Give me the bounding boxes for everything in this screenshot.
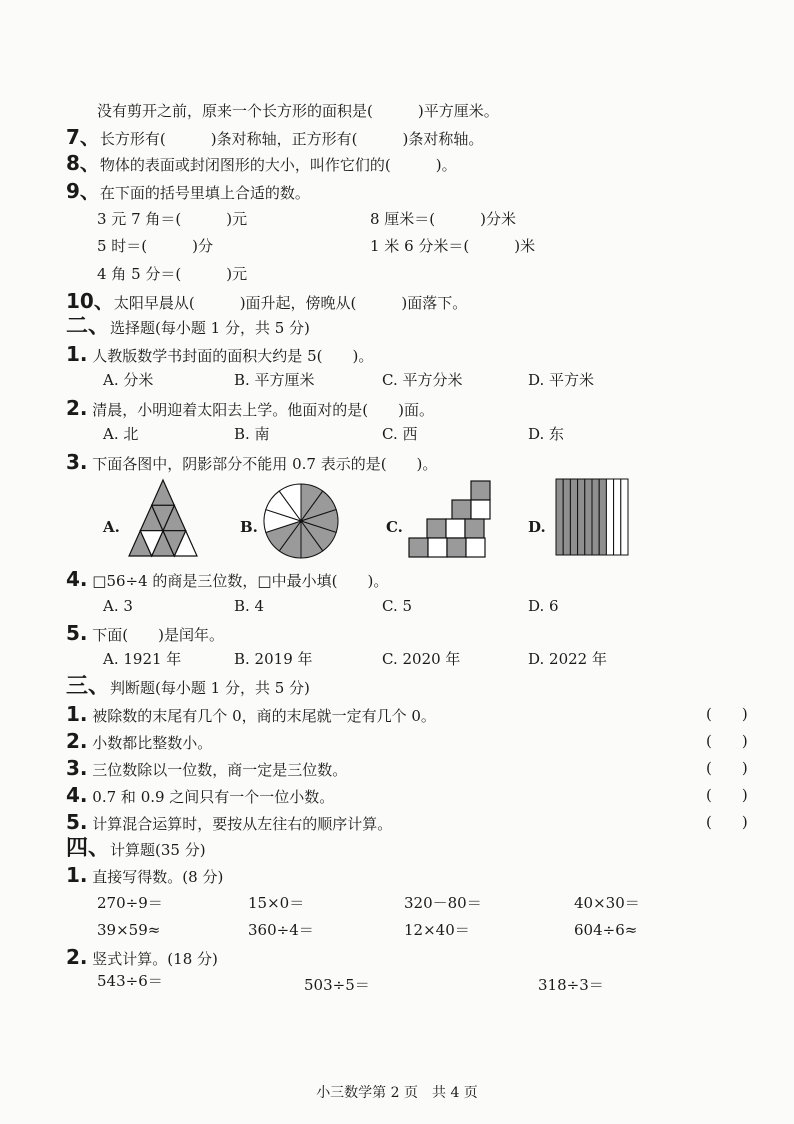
- calc-item: 360÷4＝: [248, 921, 314, 939]
- calc-item: 40×30＝: [574, 894, 640, 912]
- question-text: 在下面的括号里填上合适的数。: [99, 184, 310, 202]
- option-c: C.: [386, 518, 403, 536]
- section-title: 计算题(35 分): [110, 841, 206, 859]
- triangle-figure: [128, 478, 198, 558]
- answer-parens[interactable]: ( ): [706, 732, 748, 750]
- circle-figure: [262, 482, 340, 560]
- calc-question: [66, 864, 223, 888]
- choice-question: [66, 343, 373, 367]
- judge-item: [66, 810, 748, 835]
- question-text: 物体的表面或封闭图形的大小，叫作它们的( )。: [99, 156, 457, 174]
- section-number: 二、: [66, 314, 111, 339]
- question-number: 4.: [66, 783, 88, 807]
- question-number: 1.: [66, 702, 88, 726]
- question-text: 直接写得数。(8 分): [92, 868, 224, 886]
- question-number: 9、: [66, 179, 100, 203]
- question-number: 3.: [66, 756, 88, 780]
- question-number: 4.: [66, 567, 88, 591]
- judge-item: [66, 729, 748, 754]
- judge-item: [66, 783, 748, 808]
- choice-question: [66, 451, 437, 475]
- question-text: 竖式计算。(18 分): [92, 950, 218, 968]
- question-7: [66, 126, 483, 150]
- q6-continuation: 没有剪开之前，原来一个长方形的面积是( )平方厘米。: [97, 102, 499, 120]
- option-a: A. 分米: [103, 371, 154, 389]
- stripe-column: [606, 479, 613, 555]
- question-number: 5.: [66, 810, 88, 834]
- answer-parens[interactable]: ( ): [706, 705, 748, 723]
- question-8: [66, 152, 457, 176]
- question-text: 太阳早晨从( )面升起，傍晚从( )面落下。: [113, 294, 468, 312]
- calc-item: 604÷6≈: [574, 921, 638, 939]
- answer-parens[interactable]: ( ): [706, 813, 748, 831]
- question-text: 被除数的末尾有几个 0，商的末尾就一定有几个 0。: [92, 707, 436, 725]
- q9-item: 3 元 7 角＝( )元: [97, 210, 248, 228]
- calc-item: 12×40＝: [404, 921, 470, 939]
- calc-item: 270÷9＝: [97, 894, 163, 912]
- answer-parens[interactable]: ( ): [706, 759, 748, 777]
- option-b: B. 平方厘米: [234, 371, 315, 389]
- stripe-column: [585, 479, 592, 555]
- question-number: 7、: [66, 125, 100, 149]
- option-a: A.: [103, 518, 120, 536]
- option-c: C. 2020 年: [382, 650, 461, 668]
- section-title: 选择题(每小题 1 分，共 5 分): [110, 319, 310, 337]
- calc-item: 543÷6＝: [97, 972, 163, 990]
- q9-item: 1 米 6 分米＝( )米: [370, 237, 536, 255]
- question-text: 人教版数学书封面的面积大约是 5( )。: [92, 347, 374, 365]
- option-c: C. 西: [382, 425, 418, 443]
- question-text: 清晨，小明迎着太阳去上学。他面对的是( )面。: [92, 401, 435, 419]
- page-footer: 小三数学第 2 页 共 4 页: [316, 1085, 478, 1101]
- choice-question: [66, 568, 388, 592]
- question-text: 小数都比整数小。: [92, 734, 213, 752]
- q9-item: 4 角 5 分＝( )元: [97, 265, 248, 283]
- stripe-column: [592, 479, 599, 555]
- question-number: 2.: [66, 396, 88, 420]
- option-d: D. 2022 年: [528, 650, 607, 668]
- option-c: C. 平方分米: [382, 371, 463, 389]
- calc-question: [66, 946, 218, 970]
- calc-item: 320－80＝: [404, 894, 482, 912]
- option-d: D. 平方米: [528, 371, 595, 389]
- question-9: [66, 180, 310, 204]
- question-number: 8、: [66, 151, 100, 175]
- q9-item: 8 厘米＝( )分米: [370, 210, 517, 228]
- question-number: 10、: [66, 289, 114, 313]
- calc-item: 15×0＝: [248, 894, 305, 912]
- question-number: 1.: [66, 863, 88, 887]
- question-number: 2.: [66, 729, 88, 753]
- calc-item: 503÷5＝: [304, 976, 370, 994]
- calc-item: 39×59≈: [97, 921, 161, 939]
- judge-item: [66, 756, 748, 781]
- stripe-column: [563, 479, 570, 555]
- judge-item: [66, 702, 748, 727]
- option-b: B. 2019 年: [234, 650, 313, 668]
- option-b: B.: [240, 518, 258, 536]
- option-d: D. 6: [528, 597, 559, 615]
- calc-item: 318÷3＝: [538, 976, 604, 994]
- question-text: 长方形有( )条对称轴，正方形有( )条对称轴。: [99, 130, 484, 148]
- question-number: 5.: [66, 621, 88, 645]
- section-number: 三、: [66, 674, 111, 699]
- question-number: 3.: [66, 450, 88, 474]
- section-heading: [66, 676, 310, 699]
- option-a: A. 1921 年: [103, 650, 182, 668]
- choice-question: [66, 622, 224, 646]
- stripe-column: [578, 479, 585, 555]
- stripe-column: [556, 479, 563, 555]
- question-number: 2.: [66, 945, 88, 969]
- option-d: D.: [528, 518, 546, 536]
- question-text: 三位数除以一位数，商一定是三位数。: [92, 761, 348, 779]
- option-b: B. 南: [234, 425, 270, 443]
- option-a: A. 3: [103, 597, 133, 615]
- q9-item: 5 时＝( )分: [97, 237, 214, 255]
- stripe-column: [621, 479, 628, 555]
- question-text: 0.7 和 0.9 之间只有一个一位小数。: [92, 788, 335, 806]
- stripe-column: [614, 479, 621, 555]
- option-c: C. 5: [382, 597, 413, 615]
- question-10: [66, 290, 467, 314]
- striped-rect-figure: [555, 478, 629, 556]
- choice-question: [66, 397, 434, 421]
- question-number: 1.: [66, 342, 88, 366]
- section-heading: [66, 316, 310, 339]
- option-b: B. 4: [234, 597, 265, 615]
- option-d: D. 东: [528, 425, 565, 443]
- section-title: 判断题(每小题 1 分，共 5 分): [110, 679, 310, 697]
- question-text: 下面( )是闰年。: [92, 626, 225, 644]
- stripe-column: [570, 479, 577, 555]
- stripe-column: [599, 479, 606, 555]
- answer-parens[interactable]: ( ): [706, 786, 748, 804]
- section-heading: [66, 838, 206, 861]
- option-a: A. 北: [103, 425, 139, 443]
- staircase-figure: [408, 480, 492, 560]
- section-number: 四、: [66, 836, 111, 861]
- question-text: □56÷4 的商是三位数，□中最小填( )。: [92, 572, 389, 590]
- question-text: 计算混合运算时，要按从左往右的顺序计算。: [92, 815, 393, 833]
- question-text: 下面各图中，阴影部分不能用 0.7 表示的是( )。: [92, 455, 438, 473]
